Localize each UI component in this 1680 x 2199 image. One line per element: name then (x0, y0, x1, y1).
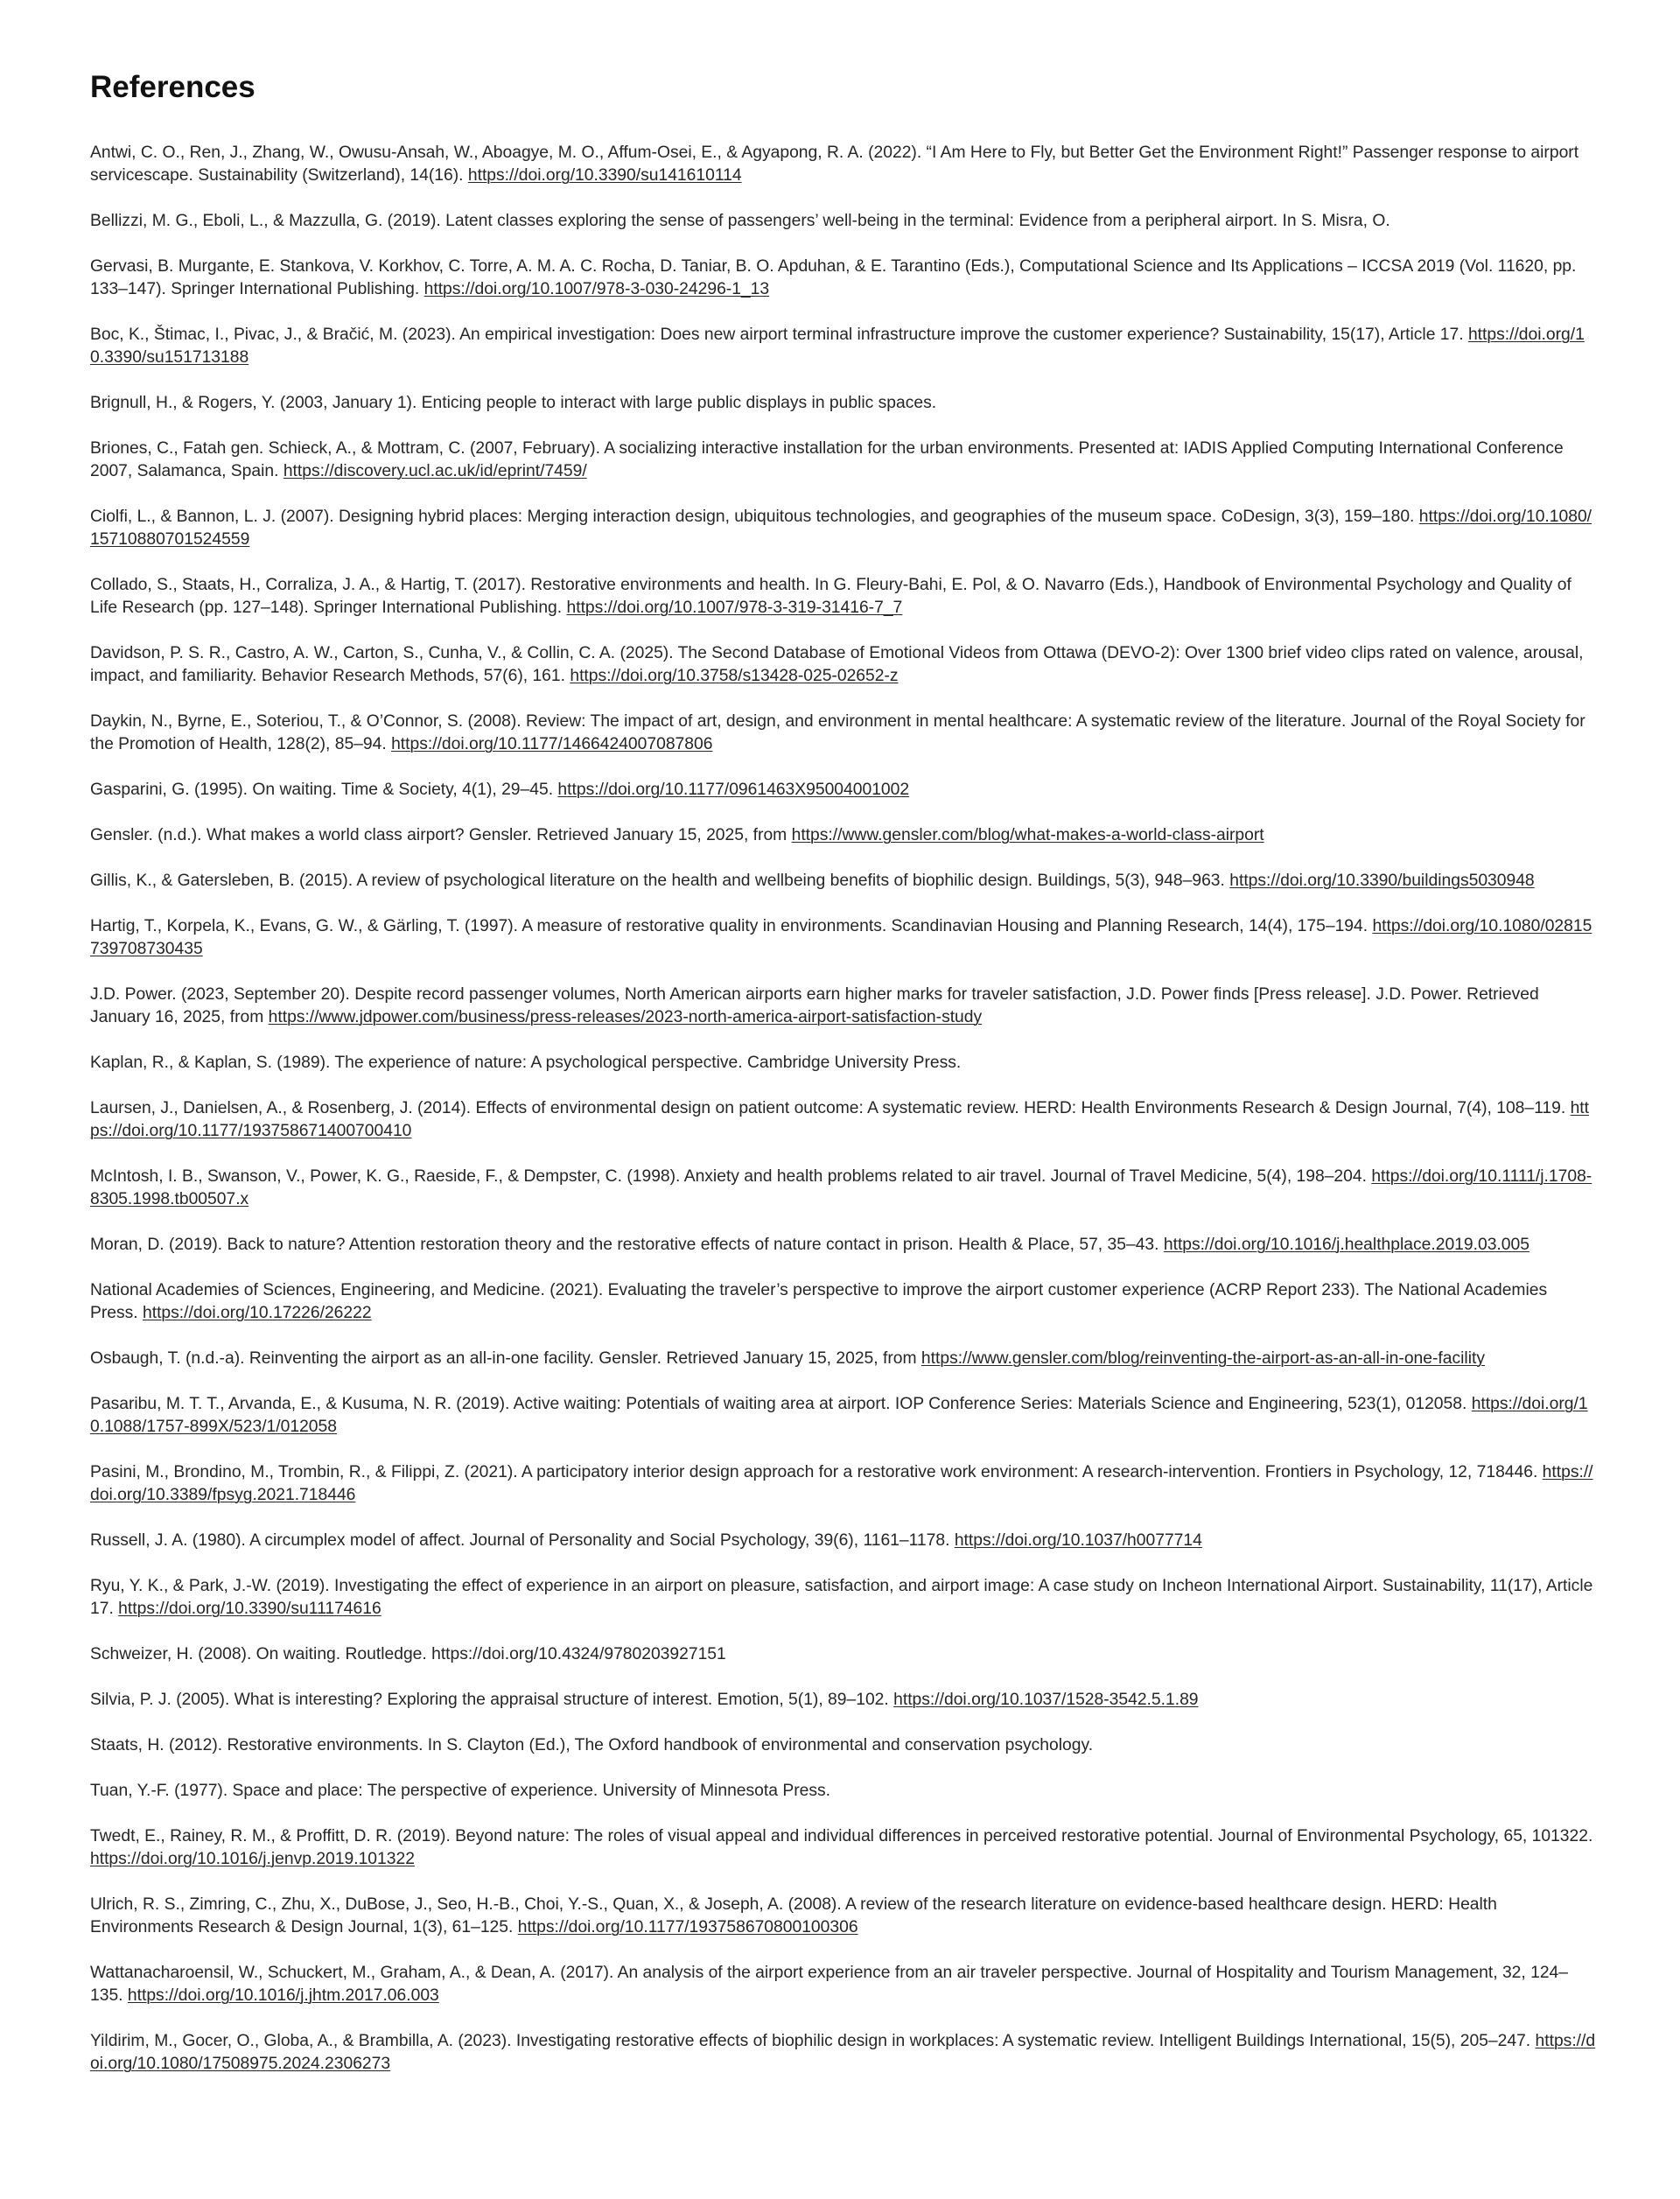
reference-entry (90, 1962, 1598, 2007)
reference-text: Collado, S., Staats, H., Corraliza, J. A., & Hartig, T. (2017). Restorative environments and health. In G. Fleury-Bahi, E. Pol, & O. Navarro (Eds.), Handbook of Environmental Psychology and Quality of Life Research (pp. 127–148). Springer International Publishing. (90, 576, 1572, 617)
reference-link[interactable]: https://doi.org/10.3390/su141610114 (467, 166, 742, 185)
reference-text: Wattanacharoensil, W., Schuckert, M., Graham, A., & Dean, A. (2017). An analysis of the airport experience from an air traveler perspective. Journal of Hospitality and Tourism Management, 32, 124–135. (90, 1964, 1569, 2005)
reference-link[interactable]: https://doi.org/10.1080/02815739708730435 (90, 917, 1592, 958)
reference-entry (90, 438, 1598, 483)
reference-entry (90, 711, 1598, 756)
reference-entry (90, 142, 1598, 187)
reference-text: McIntosh, I. B., Swanson, V., Power, K. G., Raeside, F., & Dempster, C. (1998). Anxiety and health problems related to air travel. Journal of Travel Medicine, 5(4), 198–204. (90, 1167, 1372, 1186)
reference-text: Moran, D. (2019). Back to nature? Attention restoration theory and the restorative effects of nature contact in prison. Health & Place, 57, 35–43. (90, 1236, 1164, 1254)
reference-entry (90, 1234, 1598, 1257)
reference-entry (90, 324, 1598, 369)
reference-entry (90, 1348, 1598, 1370)
reference-text: Osbaugh, T. (n.d.-a). Reinventing the airport as an all-in-one facility. Gensler. Retrieved January 15, 2025, from (90, 1349, 921, 1368)
reference-text: National Academies of Sciences, Engineering, and Medicine. (2021). Evaluating the traveler’s perspective to improve the airport customer experience (ACRP Report 233). The National Academies Press. (90, 1281, 1548, 1322)
reference-text: Ulrich, R. S., Zimring, C., Zhu, X., DuBose, J., Seo, H.-B., Choi, Y.-S., Quan, X., & Joseph, A. (2008). A review of the research literature on evidence-based healthcare design. HERD: Health Environments Research & Design Journal, 1(3), 61–125. (90, 1895, 1497, 1936)
reference-entry (90, 1279, 1598, 1325)
reference-text: Gasparini, G. (1995). On waiting. Time & Society, 4(1), 29–45. (90, 781, 558, 799)
reference-link[interactable]: https://doi.org/10.17226/26222 (143, 1304, 372, 1322)
reference-entry (90, 1780, 1598, 1803)
reference-entry (90, 392, 1598, 415)
reference-entry (90, 2030, 1598, 2076)
reference-entry (90, 1530, 1598, 1552)
reference-link[interactable]: https://doi.org/10.3389/fpsyg.2021.718446 (90, 1463, 1593, 1504)
reference-entry (90, 256, 1598, 301)
reference-text: Davidson, P. S. R., Castro, A. W., Carton, S., Cunha, V., & Collin, C. A. (2025). The Second Database of Emotional Videos from Ottawa (DEVO-2): Over 1300 brief video clips rated on valence, arousal, impact, and familiarity. Behavior Research Methods, 57(6), 161. (90, 644, 1584, 685)
reference-text: Yildirim, M., Gocer, O., Globa, A., & Brambilla, A. (2023). Investigating restorative effects of biophilic design in workplaces: A systematic review. Intelligent Buildings International, 15(5), 205–247. (90, 2032, 1536, 2050)
reference-entry (90, 1575, 1598, 1621)
reference-text: Brignull, H., & Rogers, Y. (2003, January 1). Enticing people to interact with large public displays in public spaces. (90, 394, 937, 412)
reference-link[interactable]: https://doi.org/10.1016/j.healthplace.2019.03.005 (1163, 1236, 1530, 1254)
reference-link[interactable]: https://doi.org/10.3758/s13428-025-02652-z (570, 667, 899, 685)
reference-link[interactable]: https://doi.org/10.1080/15710880701524559 (90, 508, 1592, 549)
reference-text: Boc, K., Štimac, I., Pivac, J., & Bračić, M. (2023). An empirical investigation: Does new airport terminal infrastructure improve the customer experience? Sustainability, 15(17), Article 17. (90, 326, 1468, 344)
reference-link[interactable]: https://doi.org/10.3390/buildings5030948 (1229, 872, 1535, 890)
reference-link[interactable]: https://discovery.ucl.ac.uk/id/eprint/7459/ (283, 462, 587, 480)
reference-link[interactable]: https://doi.org/10.1037/h0077714 (954, 1531, 1202, 1550)
reference-link[interactable]: https://www.gensler.com/blog/reinventing-the-airport-as-an-all-in-one-facility (920, 1349, 1485, 1368)
reference-entry (90, 1643, 1598, 1666)
reference-entry (90, 1689, 1598, 1712)
reference-text: Pasaribu, M. T. T., Arvanda, E., & Kusuma, N. R. (2019). Active waiting: Potentials of waiting area at airport. IOP Conference Series: Materials Science and Engineering, 523(1), 012058. (90, 1395, 1472, 1413)
reference-entry (90, 1734, 1598, 1757)
reference-entry (90, 824, 1598, 847)
reference-text: Antwi, C. O., Ren, J., Zhang, W., Owusu-Ansah, W., Aboagye, M. O., Affum-Osei, E., & Agyapong, R. A. (2022). “I Am Here to Fly, but Better Get the Environment Right!” Passenger response to airport servicescape. Sustainability (Switzerland), 14(16). (90, 144, 1579, 185)
reference-entry (90, 1097, 1598, 1143)
reference-entry (90, 984, 1598, 1029)
reference-link[interactable]: https://doi.org/10.1177/193758670800100306 (517, 1918, 858, 1936)
reference-link[interactable]: https://doi.org/10.1016/j.jhtm.2017.06.003 (127, 1986, 439, 2005)
reference-text: Daykin, N., Byrne, E., Soteriou, T., & O’Connor, S. (2008). Review: The impact of art, design, and environment in mental healthcare: A systematic review of the literature. Journal of the Royal Society for the Promotion of Health, 128(2), 85–94. (90, 712, 1586, 753)
reference-link[interactable]: https://doi.org/10.1007/978-3-319-31416-7_7 (566, 599, 903, 617)
reference-link[interactable]: https://doi.org/10.1088/1757-899X/523/1/012058 (90, 1395, 1588, 1436)
reference-text: Kaplan, R., & Kaplan, S. (1989). The experience of nature: A psychological perspective. Cambridge University Press. (90, 1054, 962, 1072)
reference-entry (90, 779, 1598, 802)
reference-link[interactable]: https://doi.org/10.1037/1528-3542.5.1.89 (893, 1691, 1199, 1709)
reference-text: Gervasi, B. Murgante, E. Stankova, V. Korkhov, C. Torre, A. M. A. C. Rocha, D. Taniar, B. O. Apduhan, & E. Tarantino (Eds.), Computational Science and Its Applications – ICCSA 2019 (Vol. 11620, pp. 133–147). Springer International Publishing. (90, 257, 1577, 298)
reference-entry (90, 210, 1598, 233)
reference-entry (90, 870, 1598, 893)
reference-link[interactable]: https://doi.org/10.1177/0961463X95004001002 (557, 781, 910, 799)
reference-text: Schweizer, H. (2008). On waiting. Routledge. https://doi.org/10.4324/9780203927151 (90, 1645, 726, 1663)
reference-link[interactable]: https://doi.org/10.1177/193758671400700410 (90, 1099, 1589, 1140)
reference-text: Tuan, Y.-F. (1977). Space and place: The perspective of experience. University of Minnesota Press. (90, 1782, 830, 1800)
reference-text: Russell, J. A. (1980). A circumplex model of affect. Journal of Personality and Social Psychology, 39(6), 1161–1178. (90, 1531, 955, 1550)
page-title: References (90, 70, 256, 104)
reference-text: Briones, C., Fatah gen. Schieck, A., & Mottram, C. (2007, February). A socializing interactive installation for the urban environments. Presented at: IADIS Applied Computing International Conference 2007, Salamanca, Spain. (90, 439, 1564, 480)
reference-link[interactable]: https://doi.org/10.3390/su11174616 (118, 1600, 382, 1618)
reference-text: Pasini, M., Brondino, M., Trombin, R., & Filippi, Z. (2021). A participatory interior design approach for a restorative work environment: A research-intervention. Frontiers in Psychology, 12, 718446. (90, 1463, 1543, 1481)
reference-text: Staats, H. (2012). Restorative environments. In S. Clayton (Ed.), The Oxford handbook of environmental and conservation psychology. (90, 1736, 1094, 1754)
reference-text: Laursen, J., Danielsen, A., & Rosenberg, J. (2014). Effects of environmental design on patient outcome: A systematic review. HERD: Health Environments Research & Design Journal, 7(4), 108–119. (90, 1099, 1571, 1117)
reference-text: Gillis, K., & Gatersleben, B. (2015). A review of psychological literature on the health and wellbeing benefits of biophilic design. Buildings, 5(3), 948–963. (90, 872, 1230, 890)
reference-list (90, 142, 1598, 2076)
reference-link[interactable]: https://www.gensler.com/blog/what-makes-a-world-class-airport (791, 826, 1264, 844)
reference-text: Ryu, Y. K., & Park, J.-W. (2019). Investigating the effect of experience in an airport on pleasure, satisfaction, and airport image: A case study on Incheon International Airport. Sustainability, 11(17), Article 17. (90, 1577, 1593, 1618)
reference-entry (90, 506, 1598, 551)
reference-link[interactable]: https://doi.org/10.1111/j.1708-8305.1998.tb00507.x (90, 1167, 1592, 1208)
reference-entry (90, 915, 1598, 961)
reference-entry (90, 642, 1598, 688)
reference-entry (90, 1894, 1598, 1939)
reference-text: J.D. Power. (2023, September 20). Despite record passenger volumes, North American airports earn higher marks for traveler satisfaction, J.D. Power finds [Press release]. J.D. Power. Retrieved January 16, 2025, from (90, 985, 1539, 1026)
reference-link[interactable]: https://doi.org/10.1016/j.jenvp.2019.101322 (90, 1850, 415, 1868)
reference-entry (90, 1825, 1598, 1871)
reference-text: Hartig, T., Korpela, K., Evans, G. W., & Gärling, T. (1997). A measure of restorative quality in environments. Scandinavian Housing and Planning Research, 14(4), 175–194. (90, 917, 1373, 935)
reference-entry (90, 574, 1598, 620)
reference-text: Twedt, E., Rainey, R. M., & Proffitt, D. R. (2019). Beyond nature: The roles of visual appeal and individual differences in perceived restorative potential. Journal of Environmental Psychology, 65, 101322. (90, 1827, 1593, 1845)
reference-link[interactable]: https://www.jdpower.com/business/press-releases/2023-north-america-airport-satisfaction-study (268, 1008, 983, 1026)
reference-text: Silvia, P. J. (2005). What is interesting? Exploring the appraisal structure of interest. Emotion, 5(1), 89–102. (90, 1691, 894, 1709)
reference-link[interactable]: https://doi.org/10.1177/1466424007087806 (391, 735, 713, 753)
reference-entry (90, 1461, 1598, 1507)
reference-text: Gensler. (n.d.). What makes a world class airport? Gensler. Retrieved January 15, 2025, from (90, 826, 792, 844)
reference-link[interactable]: https://doi.org/10.1080/17508975.2024.2306273 (90, 2032, 1596, 2073)
reference-text: Bellizzi, M. G., Eboli, L., & Mazzulla, G. (2019). Latent classes exploring the sense of passengers’ well-being in the terminal: Evidence from a peripheral airport. In S. Misra, O. (90, 212, 1390, 230)
reference-entry (90, 1166, 1598, 1211)
reference-link[interactable]: https://doi.org/10.3390/su151713188 (90, 326, 1585, 367)
reference-text: Ciolfi, L., & Bannon, L. J. (2007). Designing hybrid places: Merging interaction design, ubiquitous technologies, and geographies of the museum space. CoDesign, 3(3), 159–180. (90, 508, 1419, 526)
reference-link[interactable]: https://doi.org/10.1007/978-3-030-24296-1_13 (424, 280, 770, 298)
reference-entry (90, 1393, 1598, 1439)
reference-entry (90, 1052, 1598, 1075)
